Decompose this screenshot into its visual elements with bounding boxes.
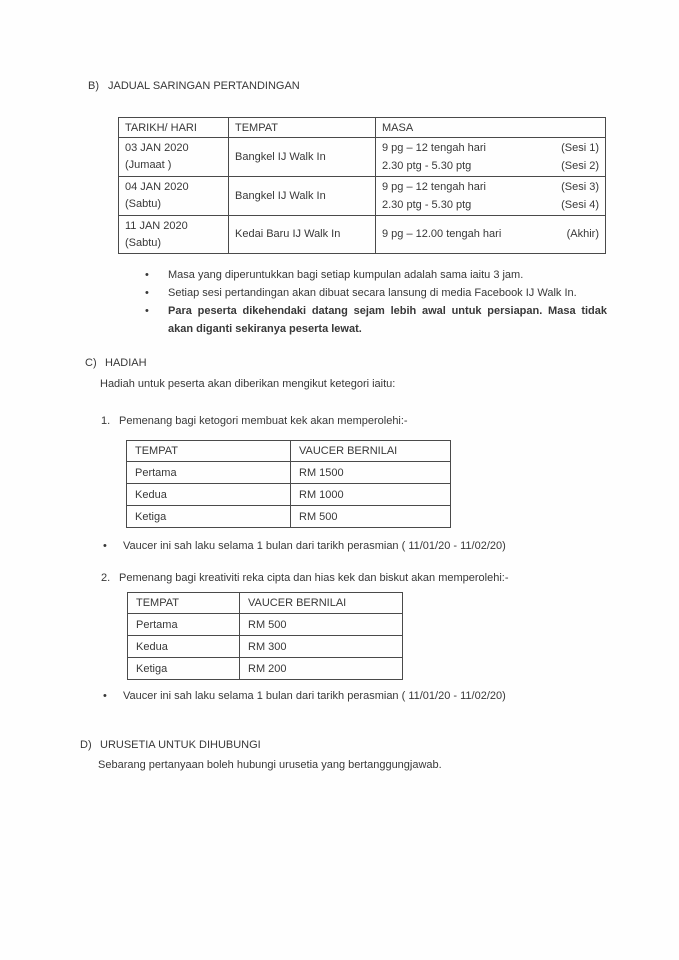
prize-header-row bbox=[128, 593, 403, 614]
masa-cell bbox=[376, 216, 606, 254]
masa-line bbox=[382, 139, 599, 157]
section-c-intro: Hadiah untuk peserta akan diberikan mengikut ketegori iaitu: bbox=[100, 378, 396, 390]
place-cell: Pertama bbox=[128, 614, 240, 636]
bullet-icon: • bbox=[145, 269, 149, 281]
time-text: 2.30 ptg - 5.30 ptg bbox=[382, 160, 472, 172]
section-b-label: B) bbox=[88, 80, 99, 92]
section-b-title: JADUAL SARINGAN PERTANDINGAN bbox=[108, 80, 300, 92]
list-item bbox=[145, 284, 607, 302]
date-text: 03 JAN 2020 bbox=[125, 142, 189, 154]
table-row bbox=[119, 216, 606, 254]
bullet-icon: • bbox=[103, 540, 107, 552]
masa-line bbox=[382, 178, 599, 196]
place-cell: Ketiga bbox=[127, 506, 291, 528]
session-text: (Akhir) bbox=[566, 228, 599, 240]
bullet-icon: • bbox=[103, 690, 107, 702]
prize-table-cake bbox=[126, 440, 451, 528]
venue-cell: Bangkel IJ Walk In bbox=[229, 138, 376, 177]
section-c-label: C) bbox=[85, 357, 97, 369]
venue-cell: Bangkel IJ Walk In bbox=[229, 177, 376, 216]
value-cell: RM 1500 bbox=[291, 462, 451, 484]
masa-line bbox=[382, 226, 599, 243]
masa-cell bbox=[376, 177, 606, 216]
section-d-title: URUSETIA UNTUK DIHUBUNGI bbox=[100, 739, 261, 751]
column-header-tempat: TEMPAT bbox=[128, 593, 240, 614]
list-item bbox=[145, 266, 607, 284]
column-header-tempat: TEMPAT bbox=[127, 441, 291, 462]
day-text: (Sabtu) bbox=[125, 236, 162, 249]
note-text: Setiap sesi pertandingan akan dibuat secara lansung di media Facebook IJ Walk In. bbox=[168, 287, 577, 299]
time-text: 9 pg – 12 tengah hari bbox=[382, 181, 486, 193]
place-cell: Ketiga bbox=[128, 658, 240, 680]
category-1-line bbox=[101, 414, 408, 429]
voucher-validity-note bbox=[103, 539, 506, 554]
session-text: (Sesi 3) bbox=[561, 181, 599, 193]
session-text: (Sesi 1) bbox=[561, 142, 599, 154]
value-cell: RM 300 bbox=[240, 636, 403, 658]
table-row bbox=[128, 636, 403, 658]
column-header-vaucer: VAUCER BERNILAI bbox=[240, 593, 403, 614]
category-2-line bbox=[101, 571, 509, 586]
section-c-heading bbox=[85, 356, 147, 370]
section-c-title: HADIAH bbox=[105, 357, 147, 369]
bullet-icon: • bbox=[145, 305, 149, 317]
item-text: Pemenang bagi kreativiti reka cipta dan hias kek dan biskut akan memperolehi:- bbox=[119, 572, 509, 584]
note-text: Vaucer ini sah laku selama 1 bulan dari tarikh perasmian ( 11/01/20 - 11/02/20) bbox=[123, 540, 506, 552]
schedule-table bbox=[118, 117, 606, 254]
masa-cell bbox=[376, 138, 606, 177]
session-text: (Sesi 2) bbox=[561, 160, 599, 172]
prize-header-row bbox=[127, 441, 451, 462]
date-text: 04 JAN 2020 bbox=[125, 181, 189, 193]
time-text: 9 pg – 12.00 tengah hari bbox=[382, 228, 502, 240]
day-text: (Sabtu) bbox=[125, 198, 162, 210]
time-text: 2.30 ptg - 5.30 ptg bbox=[382, 199, 472, 211]
time-text: 9 pg – 12 tengah hari bbox=[382, 142, 486, 154]
date-text: 11 JAN 2020 bbox=[125, 219, 188, 232]
list-item bbox=[145, 302, 607, 338]
column-header-tarikh-hari: TARIKH/ HARI bbox=[119, 118, 229, 138]
voucher-validity-note bbox=[103, 689, 506, 704]
table-row bbox=[127, 484, 451, 506]
session-text: (Sesi 4) bbox=[561, 199, 599, 211]
table-row bbox=[119, 138, 606, 177]
column-header-masa: MASA bbox=[376, 118, 606, 138]
day-text: (Jumaat ) bbox=[125, 159, 172, 171]
masa-line bbox=[382, 196, 599, 214]
section-b-heading bbox=[88, 79, 300, 93]
table-row bbox=[128, 658, 403, 680]
section-d-heading bbox=[80, 738, 261, 752]
section-d-body: Sebarang pertanyaan boleh hubungi urusetia yang bertanggungjawab. bbox=[98, 759, 442, 771]
schedule-notes-list bbox=[145, 266, 607, 338]
item-number: 1. bbox=[101, 415, 111, 427]
item-text: Pemenang bagi ketogori membuat kek akan memperolehi:- bbox=[119, 415, 408, 427]
place-cell: Pertama bbox=[127, 462, 291, 484]
value-cell: RM 500 bbox=[291, 506, 451, 528]
table-row bbox=[119, 177, 606, 216]
venue-cell: Kedai Baru IJ Walk In bbox=[229, 216, 376, 254]
note-text: Masa yang diperuntukkan bagi setiap kumpulan adalah sama iaitu 3 jam. bbox=[168, 269, 524, 281]
note-text: Vaucer ini sah laku selama 1 bulan dari tarikh perasmian ( 11/01/20 - 11/02/20) bbox=[123, 690, 506, 702]
column-header-vaucer: VAUCER BERNILAI bbox=[291, 441, 451, 462]
prize-table-creativity bbox=[127, 592, 403, 680]
note-text: Para peserta dikehendaki datang sejam lebih awal untuk persiapan. Masa tidak akan diganti sekiranya peserta lewat. bbox=[168, 305, 607, 335]
table-row bbox=[127, 462, 451, 484]
section-d-label: D) bbox=[80, 739, 92, 751]
place-cell: Kedua bbox=[127, 484, 291, 506]
masa-line bbox=[382, 157, 599, 175]
value-cell: RM 1000 bbox=[291, 484, 451, 506]
date-cell bbox=[119, 216, 229, 254]
value-cell: RM 500 bbox=[240, 614, 403, 636]
date-cell bbox=[119, 138, 229, 177]
place-cell: Kedua bbox=[128, 636, 240, 658]
column-header-tempat: TEMPAT bbox=[229, 118, 376, 138]
item-number: 2. bbox=[101, 572, 111, 584]
schedule-header-row bbox=[119, 118, 606, 138]
bullet-icon: • bbox=[145, 287, 149, 299]
table-row bbox=[127, 506, 451, 528]
table-row bbox=[128, 614, 403, 636]
value-cell: RM 200 bbox=[240, 658, 403, 680]
date-cell bbox=[119, 177, 229, 216]
